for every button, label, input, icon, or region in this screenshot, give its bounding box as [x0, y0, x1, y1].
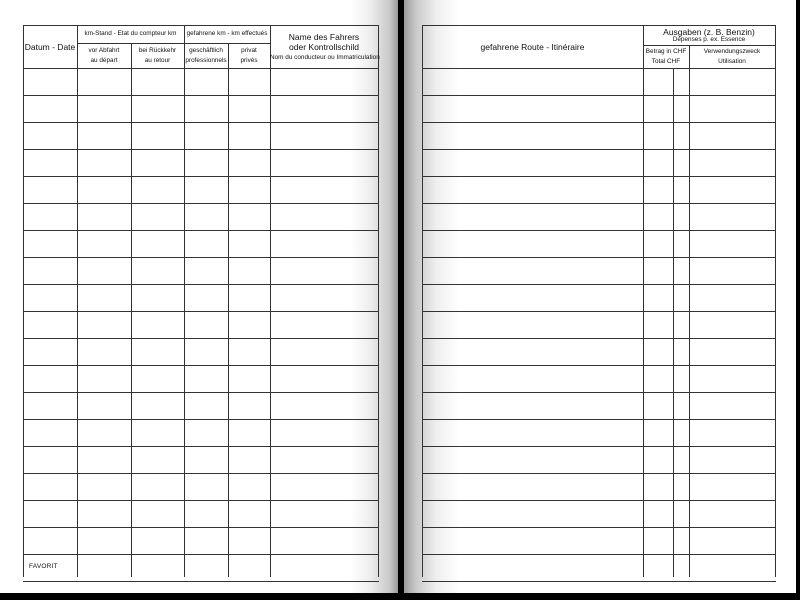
- table-border-top: [23, 25, 379, 26]
- header-private-de: privat: [241, 47, 257, 54]
- header-route: gefahrene Route - Itinéraire: [480, 42, 585, 52]
- table-row-line: [23, 581, 379, 582]
- table-row-line: [422, 257, 776, 258]
- table-row-line: [422, 176, 776, 177]
- table-row-line: [422, 527, 776, 528]
- header-driver-line1: Name des Fahrers: [288, 32, 360, 42]
- table-row-line: [422, 284, 776, 285]
- header-private-fr: privés: [240, 57, 258, 64]
- header-expenses-fr: Dépenses p. ex. Essence: [672, 36, 746, 43]
- header-departure-fr: au départ: [90, 57, 118, 64]
- header-amount-de: Betrag in CHF: [645, 48, 687, 55]
- table-row-line: [422, 554, 776, 555]
- table-row-line: [23, 338, 379, 339]
- table-row-line: [23, 554, 379, 555]
- table-row-line: [23, 203, 379, 204]
- table-border-right: [378, 25, 379, 577]
- table-row-line: [23, 446, 379, 447]
- table-border-left: [422, 25, 423, 577]
- table-row-line: [23, 122, 379, 123]
- table-row-line: [23, 527, 379, 528]
- table-row-line: [23, 284, 379, 285]
- table-row-line: [23, 149, 379, 150]
- table-row-line: [23, 419, 379, 420]
- brand-label: FAVORIT: [29, 563, 58, 570]
- header-driver-line2: oder Kontrollschild: [289, 42, 359, 52]
- table-row-line: [422, 500, 776, 501]
- column-divider: [270, 25, 271, 577]
- table-row-line: [422, 95, 776, 96]
- table-border-top: [422, 25, 776, 26]
- header-km-driven: gefahrene km - km effectués: [186, 30, 268, 37]
- header-purpose-fr: Utilisation: [718, 58, 746, 65]
- header-return-de: bei Rückkehr: [138, 47, 177, 54]
- table-row-line: [23, 311, 379, 312]
- table-row-line: [422, 419, 776, 420]
- table-row-line: [23, 95, 379, 96]
- table-row-line: [23, 257, 379, 258]
- table-row-line: [23, 176, 379, 177]
- table-row-line: [422, 338, 776, 339]
- table-row-line: [422, 203, 776, 204]
- table-row-line: [422, 149, 776, 150]
- table-row-line: [422, 230, 776, 231]
- table-row-line: [23, 68, 379, 69]
- table-row-line: [23, 500, 379, 501]
- column-divider: [643, 25, 644, 577]
- table-row-line: [422, 446, 776, 447]
- table-row-line: [422, 581, 776, 582]
- left-logbook-table: [0, 0, 398, 593]
- table-row-line: [422, 68, 776, 69]
- header-business-de: geschäftlich: [189, 47, 223, 54]
- column-divider: [77, 25, 78, 577]
- table-border-left: [23, 25, 24, 577]
- table-row-line: [422, 311, 776, 312]
- header-purpose-de: Verwendungszweck: [703, 48, 761, 55]
- column-divider: [131, 43, 132, 577]
- table-row-line: [23, 392, 379, 393]
- table-row-line: [23, 230, 379, 231]
- table-row-line: [422, 365, 776, 366]
- table-row-line: [23, 365, 379, 366]
- header-driver-fr: Nom du conducteur ou Immatriculation: [270, 54, 380, 61]
- header-km-stand: km-Stand - Etat du compteur km: [84, 30, 177, 37]
- header-subdivider: [643, 45, 776, 46]
- header-return-fr: au retour: [144, 57, 171, 64]
- column-divider: [228, 43, 229, 577]
- table-row-line: [422, 122, 776, 123]
- left-page: [0, 0, 398, 593]
- header-expenses-de: Ausgaben (z. B. Benzin): [663, 27, 755, 37]
- right-page: [404, 0, 796, 593]
- right-logbook-table: [404, 0, 796, 593]
- table-border-right: [775, 25, 776, 577]
- header-date: Datum - Date: [24, 42, 76, 52]
- header-departure-de: vor Abfahrt: [88, 47, 120, 54]
- header-business-fr: professionnels: [185, 57, 227, 64]
- header-subdivider: [77, 43, 271, 44]
- column-divider: [184, 25, 185, 577]
- table-row-line: [23, 473, 379, 474]
- table-row-line: [422, 392, 776, 393]
- table-row-line: [422, 473, 776, 474]
- header-amount-fr: Total CHF: [651, 58, 681, 65]
